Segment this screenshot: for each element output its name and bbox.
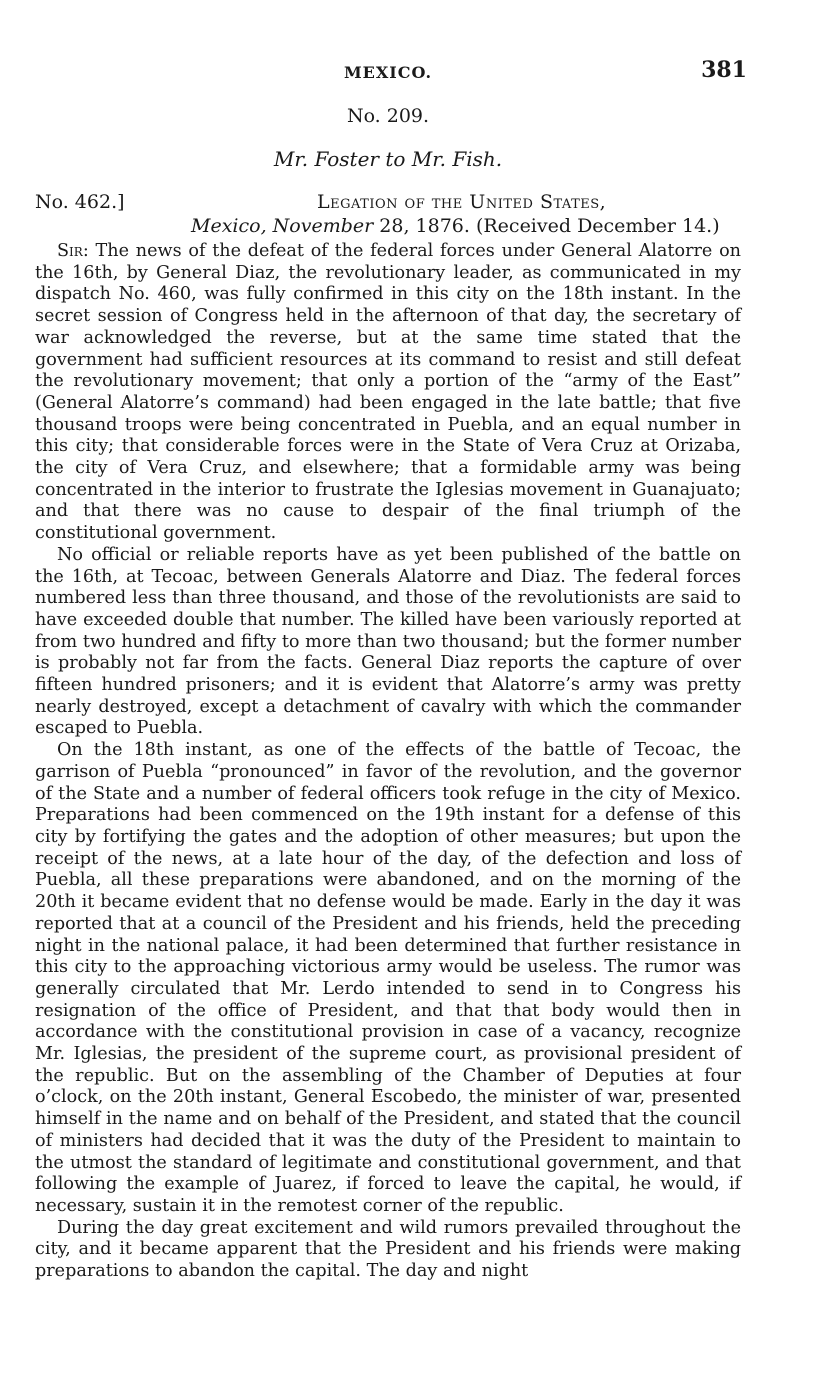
paragraph: During the day great excitement and wild rumors prevailed throughout the city, and it became apparent that the President and his friends were making preparations to abandon the capital. The day and night — [35, 1217, 741, 1282]
running-head: MEXICO. — [343, 63, 433, 82]
dispatch-row — [35, 191, 741, 215]
paragraph: On the 18th instant, as one of the effects of the battle of Tecoac, the garrison of Puebla “pronounced” in favor of the revolution, and the governor of the State and a number of federal officers took refuge in the city of Mexico. Preparations had been commenced on the 19th instant for a defense of this city by fortifying the gates and the adoption of other measures; but upon the receipt of the news, at a late hour of the day, of the defection and loss of Puebla, all these preparations were abandoned, and on the morning of the 20th it became evident that no defense would be made. Early in the day it was reported that at a council of the President and his friends, held the preceding night in the national palace, it had been determined that further resistance in this city to the approaching victorious army would be useless. The rumor was generally circulated that Mr. Lerdo intended to send in to Congress his resignation of the office of President, and that that body would then in accordance with the constitutional provision in case of a vacancy, recognize Mr. Iglesias, the president of the supreme court, as provisional president of the republic. But on the assembling of the Chamber of Deputies at four o’clock, on the 20th instant, General Escobedo, the minister of war, presented himself in the name and on behalf of the President, and stated that the council of ministers had decided that it was the duty of the President to maintain to the utmost the standard of legitimate and constitutional government, and that following the example of Juarez, if forced to leave the capital, he would, if necessary, sustain it in the remotest corner of the republic. — [35, 740, 741, 1216]
dateline — [191, 215, 741, 239]
document-title: Mr. Foster to Mr. Fish. — [273, 147, 503, 171]
dateline-rest: 28, 1876. (Received December 14.) — [373, 215, 720, 237]
salutation: Sir — [57, 241, 83, 261]
paragraph-text: : The news of the defeat of the federal forces under General Alatorre on the 16th, by General Diaz, the revolutionary leader, as communicated in my dispatch No. 460, was fully confirmed in this city on the 18th instant. In the secret session of Congress held in the afternoon of that day, the secretary of war acknowledged the reverse, but at the same time stated that the government had sufficient resources at its command to resist and still defeat the revolutionary movement; that only a portion of the “army of the East” (General Alatorre’s command) had been engaged in the late battle; that five thousand troops were being concentrated in Puebla, and an equal number in this city; that considerable forces were in the State of Vera Cruz at Orizaba, the city of Vera Cruz, and elsewhere; that a formidable army was being concentrated in the interior to frustrate the Iglesias movement in Guanajuato; and that there was no cause to despair of the final triumph of the constitutional government. — [35, 241, 741, 544]
legation-heading: Legation of the United States, — [317, 191, 607, 213]
document-page — [35, 55, 747, 1283]
page-number: 381 — [701, 57, 747, 83]
dateline-date: November — [272, 215, 374, 237]
document-number: No. 209. — [346, 105, 430, 127]
dateline-place: Mexico, — [191, 215, 267, 237]
paragraph — [35, 241, 741, 545]
letter-body — [35, 241, 741, 1283]
page-header — [35, 55, 747, 95]
dispatch-number: No. 462.] — [35, 191, 125, 213]
paragraph: No official or reliable reports have as yet been published of the battle on the 16th, at Tecoac, between Generals Alatorre and Diaz. The federal forces numbered less than three thousand, and those of the revolutionists are said to have exceeded double that number. The killed have been variously reported at from two hundred and fifty to more than two thousand; but the former number is probably not far from the facts. General Diaz reports the capture of over fifteen hundred prisoners; and it is evident that Alatorre’s army was pretty nearly destroyed, except a detachment of cavalry with which the commander escaped to Puebla. — [35, 544, 741, 739]
